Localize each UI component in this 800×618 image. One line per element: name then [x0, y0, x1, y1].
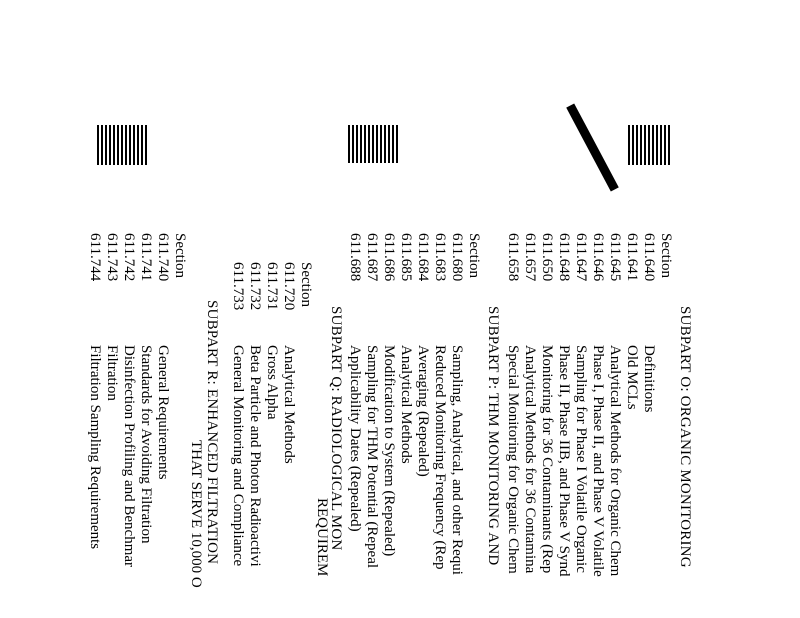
section-title: Gross Alpha: [264, 345, 280, 420]
section-label: Section: [298, 262, 314, 307]
section-number: 611.744: [87, 233, 103, 282]
section-number: 611.741: [138, 233, 154, 282]
section-title: Old MCLs: [624, 345, 640, 410]
section-number: 611.742: [121, 233, 137, 282]
section-title: Analytical Methods: [281, 345, 297, 464]
section-title: Averaging (Repealed): [415, 345, 431, 477]
section-number: 611.684: [415, 233, 431, 282]
section-title: Filtration: [104, 345, 120, 401]
section-title: Monitoring for 36 Contaminants (Rep: [539, 345, 555, 574]
section-title: Disinfection Profiling and Benchmar: [121, 345, 137, 568]
section-label: Section: [172, 233, 188, 278]
section-number: 611.732: [247, 262, 263, 311]
section-number: 611.685: [398, 233, 414, 282]
section-title: Sampling for Phase I Volatile Organic: [573, 345, 589, 573]
section-title: Phase II, Phase IIB, and Phase V Synd: [556, 345, 572, 577]
section-number: 611.740: [155, 233, 171, 282]
section-number: 611.731: [264, 262, 280, 311]
section-title: Modification to System (Repealed): [381, 345, 397, 557]
section-title: Definitions: [641, 345, 657, 413]
section-number: 611.686: [381, 233, 397, 282]
subpart-r-heading-continued: THAT SERVE 10,000 O: [188, 440, 204, 588]
section-title: Applicability Dates (Repealed): [347, 345, 363, 532]
section-number: 611.645: [607, 233, 623, 282]
section-number: 611.657: [522, 233, 538, 282]
section-title: General Requirements: [155, 345, 171, 480]
section-title: Sampling for THM Potential (Repeal: [364, 345, 380, 569]
section-title: Special Monitoring for Organic Chem: [505, 345, 521, 574]
section-label: Section: [658, 233, 674, 278]
section-number: 611.646: [590, 233, 606, 282]
section-number: 611.683: [432, 233, 448, 282]
section-number: 611.647: [573, 233, 589, 282]
section-label: Section: [466, 233, 482, 278]
section-title: Analytical Methods for Organic Chem: [607, 345, 623, 577]
section-number: 611.720: [281, 262, 297, 311]
scan-mark-right: [628, 125, 672, 165]
section-title: Reduced Monitoring Frequency (Rep: [432, 345, 448, 570]
section-number: 611.658: [505, 233, 521, 282]
section-title: General Monitoring and Compliance: [230, 345, 246, 567]
section-title: Analytical Methods: [398, 345, 414, 464]
subpart-q-heading-continued: REQUIREM: [314, 498, 330, 577]
section-number: 611.640: [641, 233, 657, 282]
section-number: 611.743: [104, 233, 120, 282]
section-number: 611.641: [624, 233, 640, 282]
section-number: 611.688: [347, 233, 363, 282]
section-number: 611.650: [539, 233, 555, 282]
scan-mark-middle: [348, 125, 400, 163]
section-title: Filtration Sampling Requirements: [87, 345, 103, 550]
section-number: 611.733: [230, 262, 246, 311]
section-title: Beta Particle and Photon Radioactivi: [247, 345, 263, 567]
subpart-r-heading: SUBPART R: ENHANCED FILTRATION: [204, 300, 220, 565]
scan-mark-left: [97, 125, 147, 165]
section-title: Sampling, Analytical, and other Requi: [449, 345, 465, 575]
diagonal-bar-mark: [566, 103, 619, 191]
section-title: Analytical Methods for 36 Contamina: [522, 345, 538, 574]
section-number: 611.687: [364, 233, 380, 282]
subpart-p-heading: SUBPART P: THM MONITORING AND: [485, 306, 501, 566]
section-number: 611.648: [556, 233, 572, 282]
section-title: Phase I, Phase II, and Phase V Volatile: [590, 345, 606, 577]
section-title: Standards for Avoiding Filtration: [138, 345, 154, 544]
section-number: 611.680: [449, 233, 465, 282]
subpart-o-heading: SUBPART O: ORGANIC MONITORING: [677, 306, 693, 568]
subpart-q-heading: SUBPART Q: RADIOLOGICAL MON: [328, 306, 344, 551]
